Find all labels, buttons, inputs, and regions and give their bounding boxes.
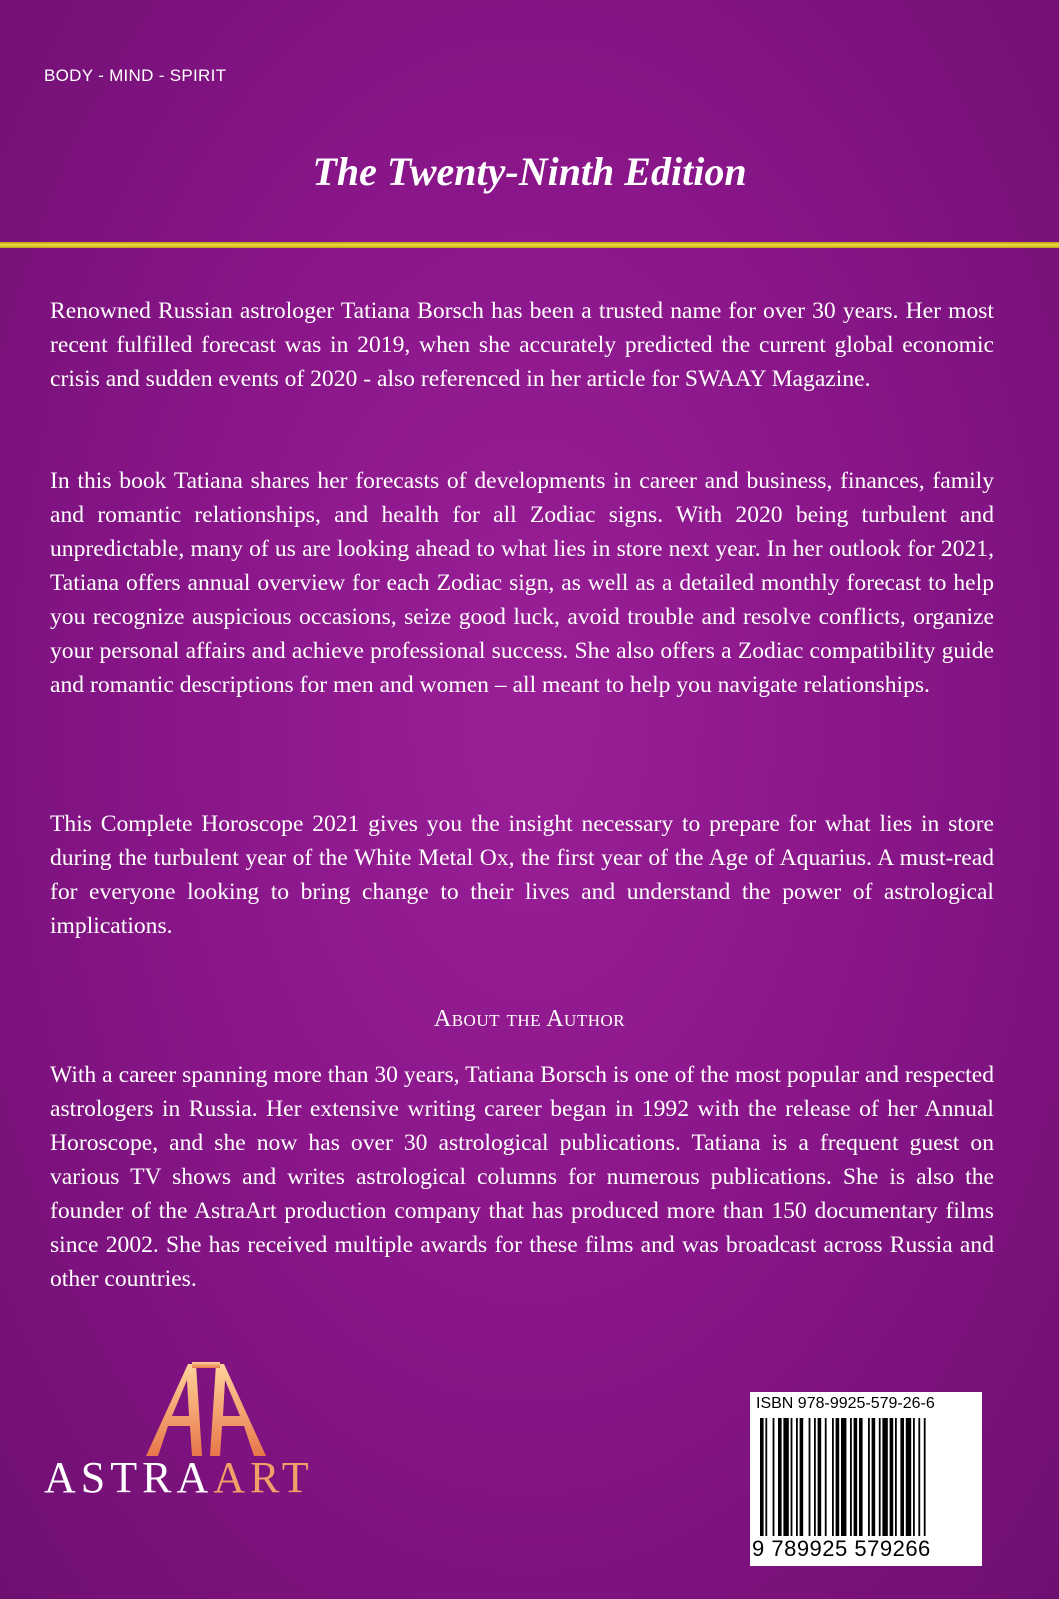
- about-author-text: With a career spanning more than 30 years, Tatiana Borsch is one of the most popular and respected astrologers in Russia. Her extensive writing career began in 1992 with the release of her Annual Horoscope, and she now has over 30 astrological publications. Tatiana is a frequent guest on various TV shows and writes astrological columns for numerous publications. She is also the founder of the AstraArt production company that has produced more than 150 documentary films since 2002. She has received multiple awards for these films and was broadcast across Russia and other countries.: [50, 1062, 994, 1292]
- category-label: BODY - MIND - SPIRIT: [44, 66, 227, 85]
- gold-divider: [0, 242, 1059, 248]
- about-author-heading: About the Author: [433, 1006, 626, 1032]
- publisher-name-part2: ART: [213, 1453, 314, 1502]
- barcode-digits: 9 789925 579266: [752, 1536, 931, 1561]
- astraart-logo-icon: [136, 1360, 276, 1460]
- description-paragraph-2: In this book Tatiana shares her forecasts of developments in career and business, finances, family and romantic relationships, and health for all Zodiac signs. With 2020 being turbulent and unpredictable, many of us are looking ahead to what lies in store next year. In her outlook for 2021, Tatiana offers annual overview for each Zodiac sign, as well as a detailed monthly forecast to help you recognize auspicious occasions, seize good luck, avoid trouble and resolve conflicts, organize your personal affairs and achieve professional success. She also offers a Zodiac compatibility guide and romantic descriptions for men and women – all meant to help you navigate relationships.: [50, 468, 994, 698]
- barcode-bars: [760, 1418, 974, 1536]
- barcode-box: [750, 1392, 982, 1566]
- publisher-name: [44, 1452, 314, 1503]
- isbn-label: ISBN 978-9925-579-26-6: [756, 1395, 935, 1412]
- edition-title: The Twenty-Ninth Edition: [312, 149, 747, 194]
- publisher-name-part1: ASTRA: [44, 1453, 214, 1502]
- description-paragraph-3: This Complete Horoscope 2021 gives you the insight necessary to prepare for what lies in store during the turbulent year of the White Metal Ox, the first year of the Age of Aquarius. A must-read for everyone looking to bring change to their lives and understand the power of astrological implications.: [50, 811, 994, 939]
- publisher-logo: [44, 1360, 374, 1510]
- description-paragraph-1: Renowned Russian astrologer Tatiana Borsch has been a trusted name for over 30 years. Her most recent fulfilled forecast was in 2019, when she accurately predicted the current global economic crisis and sudden events of 2020 - also referenced in her article for SWAAY Magazine.: [50, 298, 994, 392]
